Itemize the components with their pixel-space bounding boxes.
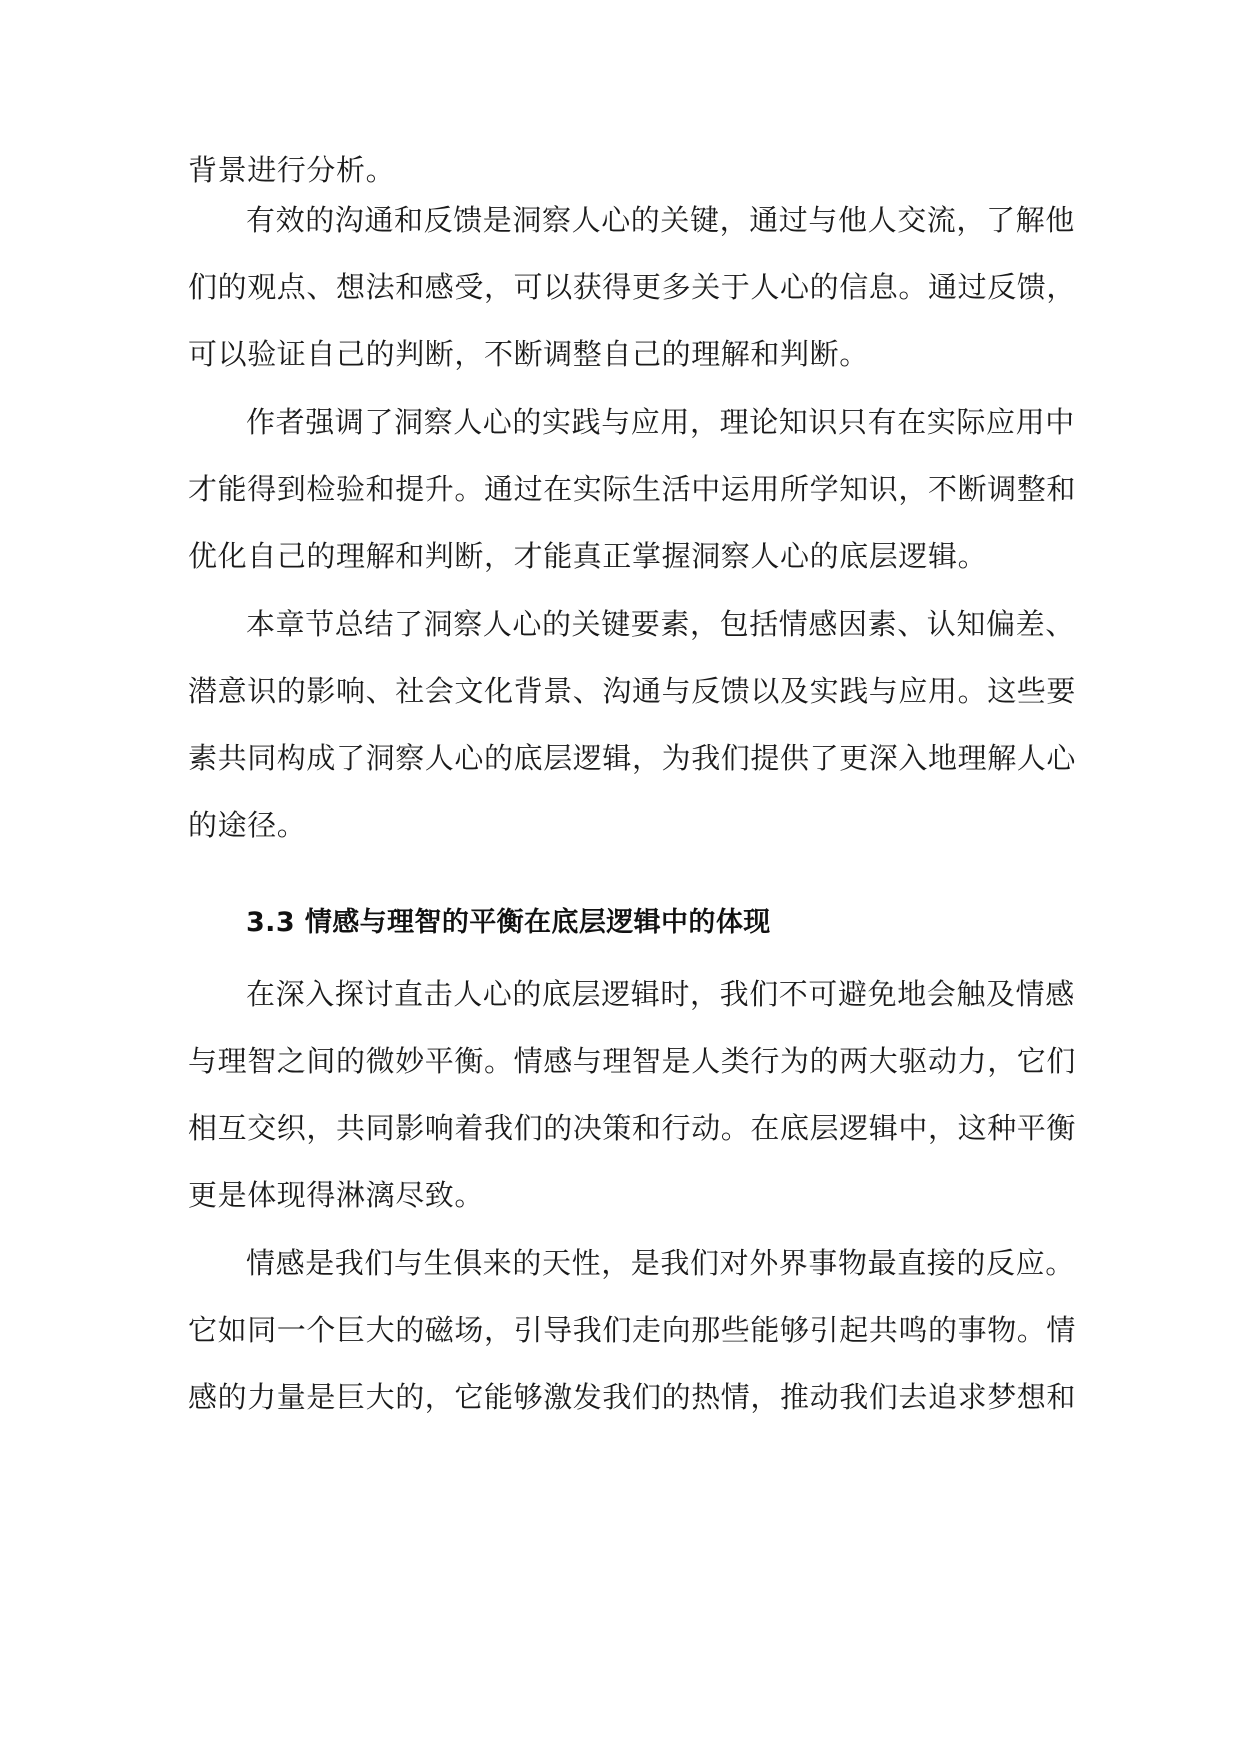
paragraph-line: 有效的沟通和反馈是洞察人心的关键，通过与他人交流，了解他	[246, 203, 1075, 237]
paragraph-line: 本章节总结了洞察人心的关键要素，包括情感因素、认知偏差、	[246, 607, 1075, 641]
paragraph-line: 们的观点、想法和感受，可以获得更多关于人心的信息。通过反馈，	[188, 270, 1077, 304]
paragraph-line: 感的力量是巨大的，它能够激发我们的热情，推动我们去追求梦想和	[188, 1380, 1077, 1414]
paragraph-line: 作者强调了洞察人心的实践与应用，理论知识只有在实际应用中	[246, 405, 1075, 439]
paragraph-line: 素共同构成了洞察人心的底层逻辑，为我们提供了更深入地理解人心	[188, 741, 1077, 775]
paragraph-line: 与理智之间的微妙平衡。情感与理智是人类行为的两大驱动力，它们	[188, 1044, 1077, 1078]
paragraph-line: 情感是我们与生俱来的天性，是我们对外界事物最直接的反应。	[246, 1246, 1075, 1280]
paragraph-line: 潜意识的影响、社会文化背景、沟通与反馈以及实践与应用。这些要	[188, 674, 1077, 708]
paragraph-line: 才能得到检验和提升。通过在实际生活中运用所学知识，不断调整和	[188, 472, 1077, 506]
paragraph-line: 可以验证自己的判断，不断调整自己的理解和判断。	[188, 337, 869, 371]
paragraph-line: 优化自己的理解和判断，才能真正掌握洞察人心的底层逻辑。	[188, 539, 988, 573]
paragraph-line: 它如同一个巨大的磁场，引导我们走向那些能够引起共鸣的事物。情	[188, 1313, 1077, 1347]
section-heading: 3.3 情感与理智的平衡在底层逻辑中的体现	[246, 907, 771, 938]
paragraph-line: 相互交织，共同影响着我们的决策和行动。在底层逻辑中，这种平衡	[188, 1111, 1077, 1145]
paragraph-line: 的途径。	[188, 808, 307, 842]
paragraph-line: 背景进行分析。	[188, 153, 396, 187]
paragraph-line: 在深入探讨直击人心的底层逻辑时，我们不可避免地会触及情感	[246, 977, 1075, 1011]
paragraph-line: 更是体现得淋漓尽致。	[188, 1178, 485, 1212]
